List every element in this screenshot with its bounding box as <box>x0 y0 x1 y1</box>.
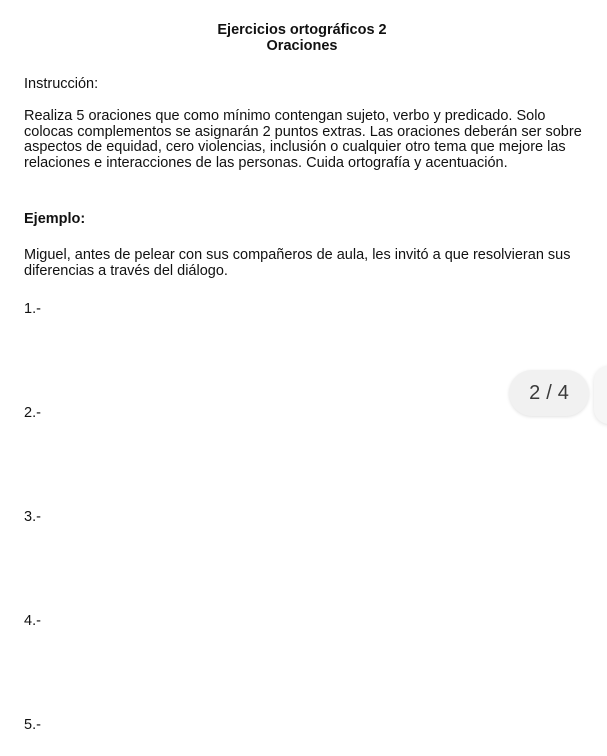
current-page: 2 <box>529 381 541 404</box>
item-number-1: 1.- <box>24 301 41 317</box>
title-block <box>0 22 604 54</box>
document-subtitle: Oraciones <box>266 38 338 54</box>
example-label: Ejemplo: <box>24 211 86 227</box>
item-number-3: 3.- <box>24 509 41 525</box>
page-indicator <box>509 370 589 416</box>
total-pages: 4 <box>557 381 569 404</box>
instruction-label: Instrucción: <box>24 76 99 92</box>
item-number-4: 4.- <box>24 613 41 629</box>
scroll-handle[interactable] <box>594 366 607 424</box>
document-title: Ejercicios ortográficos 2 <box>217 22 387 38</box>
item-number-2: 2.- <box>24 405 41 421</box>
example-text: Miguel, antes de pelear con sus compañeros de aula, les invitó a que resolvieran sus diferencias a través del diálogo. <box>24 247 571 279</box>
instruction-text: Realiza 5 oraciones que como mínimo contengan sujeto, verbo y predicado. Solo colocas complementos se asignarán 2 puntos extras. Las oraciones deberán ser sobre aspectos de equidad, cero violencias, inclusión o cualquier otro tema que mejore las relaciones e interacciones de las personas. Cuida ortografía y acentuación. <box>24 108 582 171</box>
page-separator: / <box>546 381 552 404</box>
item-number-5: 5.- <box>24 717 41 733</box>
